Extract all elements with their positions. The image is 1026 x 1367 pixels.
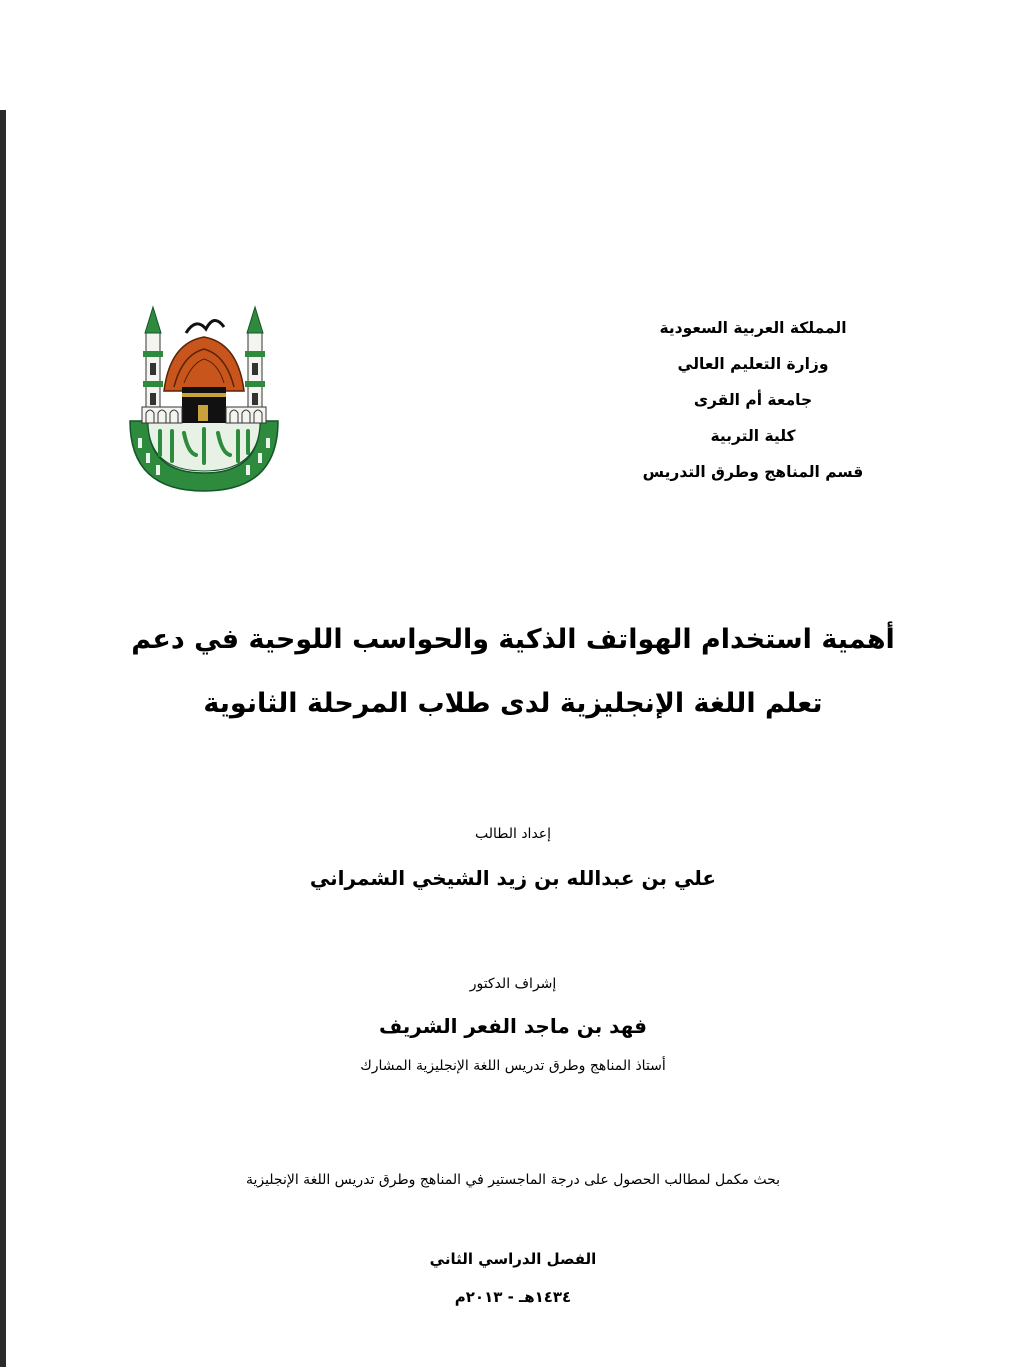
university-logo [126,303,282,493]
header-ministry: وزارة التعليم العالي [677,355,829,373]
student-label: إعداد الطالب [474,826,552,842]
header-college: كلية التربية [710,427,796,445]
semester: الفصل الدراسي الثاني [429,1250,597,1268]
student-name: علي بن عبدالله بن زيد الشيخي الشمراني [309,866,717,890]
degree-note: بحث مكمل لمطالب الحصول على درجة الماجستير في المناهج وطرق تدريس اللغة الإنجليزية [245,1172,781,1188]
academic-year: ١٤٣٤هـ - ٢٠١٣م [454,1288,572,1306]
header-university: جامعة أم القرى [693,391,813,409]
supervisor-position: أستاذ المناهج وطرق تدريس اللغة الإنجليزية المشارك [360,1058,666,1074]
supervisor-name: فهد بن ماجد الفعر الشريف [378,1014,648,1038]
header-department: قسم المناهج وطرق التدريس [642,463,864,481]
supervisor-label: إشراف الدكتور [469,976,557,992]
header-country: المملكة العربية السعودية [659,319,847,337]
thesis-title-line-1: أهمية استخدام الهواتف الذكية والحواسب اللوحية في دعم [131,624,895,655]
institution-header [640,310,866,490]
thesis-title-line-2: تعلم اللغة الإنجليزية لدى طلاب المرحلة الثانوية [203,688,823,719]
page-left-border [0,110,6,1367]
